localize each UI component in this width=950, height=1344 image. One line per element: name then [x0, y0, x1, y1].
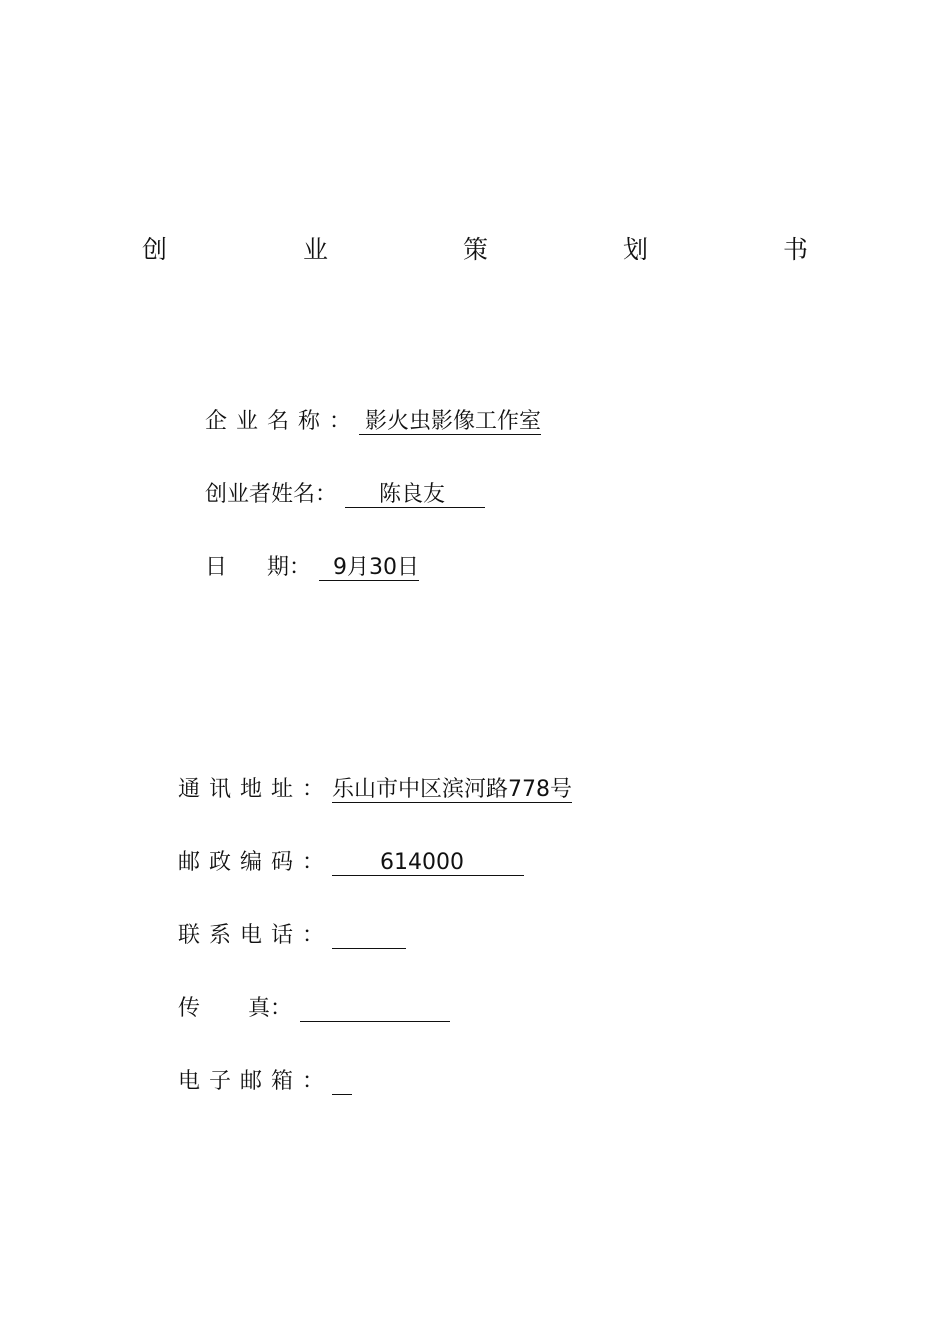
fax-value [300, 997, 450, 1022]
phone-row [178, 921, 406, 951]
address-value [332, 778, 572, 803]
date-value [319, 556, 419, 581]
title-char-3: 策 [463, 235, 489, 264]
postal-code-text: 614000 [380, 850, 465, 875]
title-char-4: 划 [623, 235, 649, 264]
colon: ： [315, 482, 338, 507]
founder-name-row [205, 480, 485, 510]
fax-label-a: 传 [178, 996, 201, 1021]
postal-code-label: 邮政编码 [178, 850, 303, 875]
colon: ： [329, 409, 352, 434]
date-row [205, 553, 419, 583]
colon: ： [270, 996, 293, 1021]
enterprise-name-label: 企业名称 [205, 409, 330, 434]
postal-code-row [178, 848, 524, 878]
fax-label-b: 真 [248, 996, 271, 1021]
enterprise-name-row [205, 407, 541, 437]
enterprise-name-value [359, 410, 541, 435]
address-text: 乐山市中区滨河路778号 [332, 777, 573, 802]
phone-value [332, 924, 406, 949]
date-text: 9月30日 [333, 555, 420, 580]
phone-label: 联系电话 [178, 923, 303, 948]
title-char-1: 创 [142, 235, 168, 264]
postal-code-value [332, 851, 524, 876]
founder-name-label: 创业者姓名 [205, 482, 316, 507]
colon: ： [302, 1069, 325, 1094]
email-row [178, 1067, 352, 1097]
date-label-b: 期 [267, 555, 290, 580]
enterprise-name-text: 影火虫影像工作室 [365, 409, 542, 434]
email-label: 电子邮箱 [178, 1069, 303, 1094]
date-label-a: 日 [205, 555, 228, 580]
fax-row [178, 994, 450, 1024]
address-label: 通讯地址 [178, 777, 303, 802]
colon: ： [302, 850, 325, 875]
colon: ： [289, 555, 312, 580]
title-char-5: 书 [783, 235, 809, 264]
colon: ： [302, 923, 325, 948]
email-value [332, 1070, 352, 1095]
founder-name-value [345, 483, 485, 508]
address-row [178, 775, 572, 805]
colon: ： [302, 777, 325, 802]
title-char-2: 业 [303, 235, 329, 264]
founder-name-text: 陈良友 [379, 482, 446, 507]
